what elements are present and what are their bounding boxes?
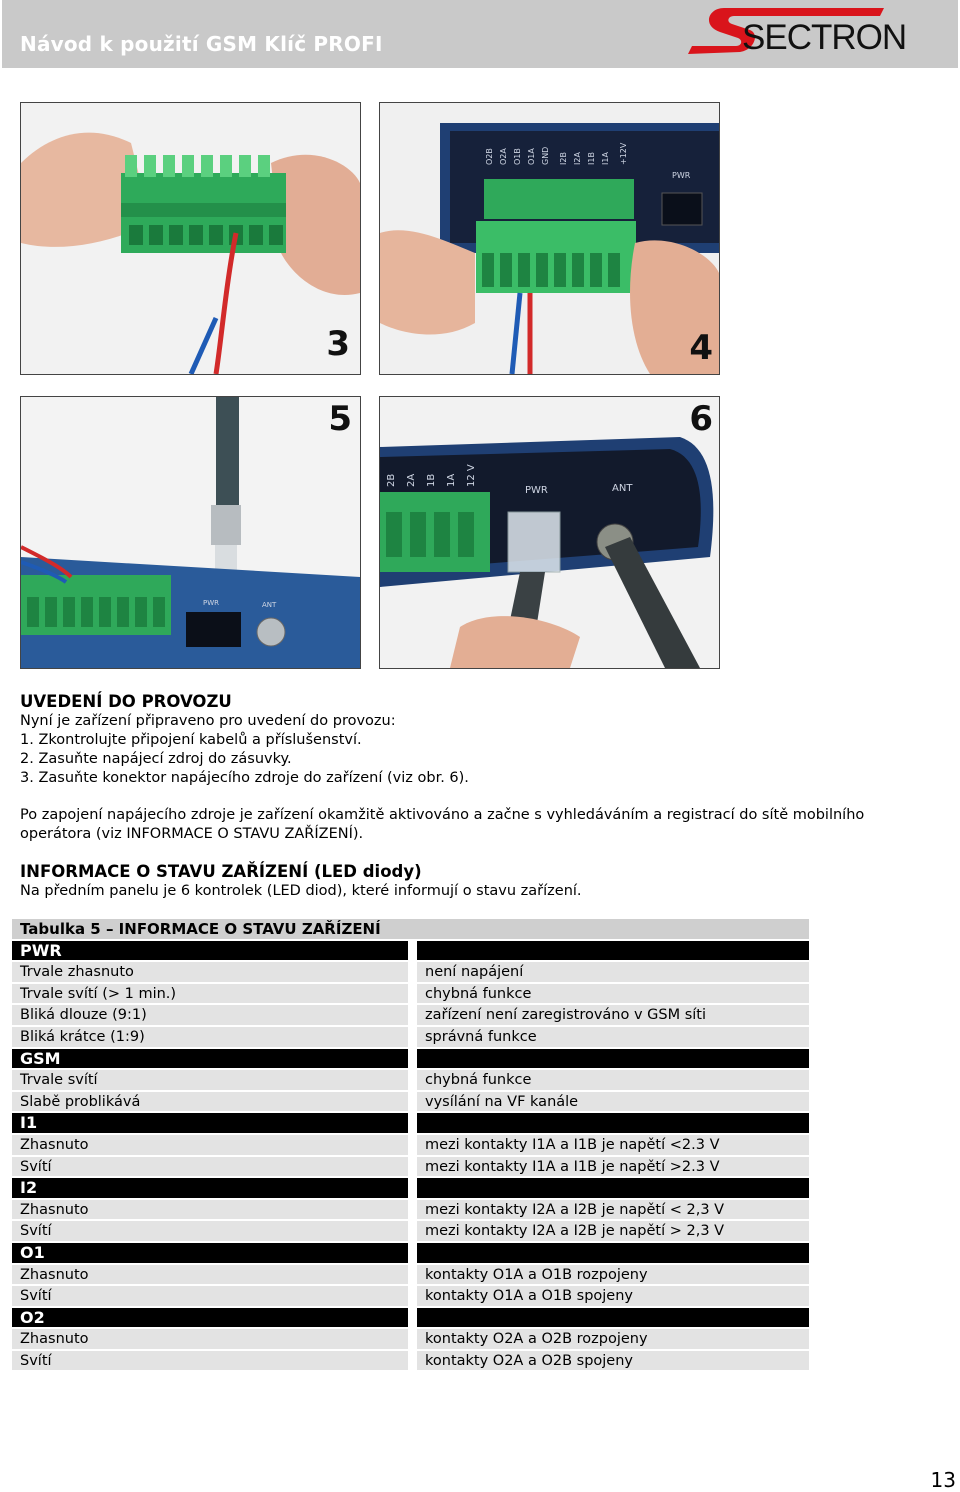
table-row — [12, 1156, 809, 1178]
document-title: Návod k použití GSM Klíč PROFI — [20, 32, 383, 56]
terminal-label: +12V — [619, 142, 628, 165]
table-row — [12, 1285, 809, 1307]
meaning-cell: zařízení není zaregistrováno v GSM síti — [417, 1005, 809, 1025]
meaning-cell — [417, 1178, 809, 1198]
pwr-label: PWR — [203, 599, 220, 607]
photo-number: 5 — [328, 399, 352, 439]
logo-text: SECTRON — [742, 18, 907, 57]
meaning-cell: kontakty O1A a O1B spojeny — [417, 1286, 809, 1306]
terminal-label: 12 V — [466, 464, 477, 487]
terminal-label: O2A — [499, 148, 508, 165]
table-row — [12, 1069, 809, 1091]
meaning-cell: kontakty O1A a O1B rozpojeny — [417, 1265, 809, 1285]
terminal-label: O1B — [513, 148, 522, 165]
table-row — [12, 983, 809, 1005]
meaning-cell — [417, 1308, 809, 1328]
led-state-cell: Zhasnuto — [12, 1329, 408, 1349]
table-row — [12, 1264, 809, 1286]
text-line: 2. Zasuňte napájecí zdroj do zásuvky. — [20, 751, 292, 767]
text-line: Na předním panelu je 6 kontrolek (LED diod), které informují o stavu zařízení. — [20, 883, 582, 899]
photo-number: 4 — [689, 328, 713, 368]
table-row — [12, 1328, 809, 1350]
text-line: 3. Zasuňte konektor napájecího zdroje do zařízení (viz obr. 6). — [20, 770, 469, 786]
led-state-cell: Zhasnuto — [12, 1135, 408, 1155]
status-table — [12, 918, 809, 1371]
table-section-row — [12, 1307, 809, 1329]
led-state-cell: Trvale svítí — [12, 1070, 408, 1090]
photo-connector-wires — [20, 102, 361, 375]
meaning-cell: chybná funkce — [417, 984, 809, 1004]
led-state-cell: Trvale zhasnuto — [12, 962, 408, 982]
table-section-row — [12, 1048, 809, 1070]
led-name-cell: I2 — [12, 1178, 408, 1198]
terminal-label: 2A — [406, 473, 417, 487]
meaning-cell: mezi kontakty I1A a I1B je napětí >2.3 V — [417, 1157, 809, 1177]
meaning-cell: chybná funkce — [417, 1070, 809, 1090]
meaning-cell: mezi kontakty I2A a I2B je napětí < 2,3 V — [417, 1200, 809, 1220]
table-row — [12, 1199, 809, 1221]
section-informace — [20, 862, 582, 901]
led-state-cell: Bliká dlouze (9:1) — [12, 1005, 408, 1025]
led-name-cell: I1 — [12, 1113, 408, 1133]
led-name-cell: GSM — [12, 1049, 408, 1069]
photo-number: 3 — [326, 324, 350, 364]
table-section-row — [12, 1112, 809, 1134]
terminal-label: 2B — [386, 473, 397, 487]
table-row — [12, 1091, 809, 1113]
terminal-label: I1B — [587, 152, 596, 165]
terminal-label: 1B — [426, 473, 437, 487]
terminal-label: I2A — [573, 152, 582, 165]
meaning-cell — [417, 1113, 809, 1133]
page-header — [2, 0, 958, 68]
meaning-cell: správná funkce — [417, 1027, 809, 1047]
meaning-cell: mezi kontakty I1A a I1B je napětí <2.3 V — [417, 1135, 809, 1155]
table-row — [12, 1004, 809, 1026]
meaning-cell: kontakty O2A a O2B rozpojeny — [417, 1329, 809, 1349]
led-state-cell: Zhasnuto — [12, 1200, 408, 1220]
led-state-cell: Svítí — [12, 1221, 408, 1241]
text-line: Po zapojení napájecího zdroje je zařízení okamžitě aktivováno a začne s vyhledáváním a registrací do sítě mobilního — [20, 807, 865, 823]
led-state-cell: Svítí — [12, 1351, 408, 1371]
led-name-cell: O1 — [12, 1243, 408, 1263]
meaning-cell — [417, 1049, 809, 1069]
terminal-label: 1A — [446, 473, 457, 487]
table-row — [12, 1220, 809, 1242]
table-section-row — [12, 940, 809, 962]
table-row — [12, 961, 809, 983]
meaning-cell — [417, 1243, 809, 1263]
table-section-row — [12, 1177, 809, 1199]
led-state-cell: Svítí — [12, 1157, 408, 1177]
photo-connector-device — [379, 102, 720, 375]
meaning-cell: vysílání na VF kanále — [417, 1092, 809, 1112]
text-line: Nyní je zařízení připraveno pro uvedení do provozu: — [20, 713, 396, 729]
meaning-cell: kontakty O2A a O2B spojeny — [417, 1351, 809, 1371]
terminal-label: O1A — [527, 148, 536, 165]
led-state-cell: Trvale svítí (> 1 min.) — [12, 984, 408, 1004]
terminal-label: I2B — [559, 152, 568, 165]
led-name-cell: PWR — [12, 941, 408, 961]
meaning-cell: mezi kontakty I2A a I2B je napětí > 2,3 V — [417, 1221, 809, 1241]
table-row — [12, 1350, 809, 1372]
table-section-row — [12, 1242, 809, 1264]
section-heading: UVEDENÍ DO PROVOZU — [20, 692, 232, 711]
table-row — [12, 1026, 809, 1048]
meaning-cell — [417, 941, 809, 961]
sectron-logo — [688, 6, 907, 57]
table-row — [12, 1134, 809, 1156]
ant-label: ANT — [612, 483, 633, 494]
text-line: operátora (viz INFORMACE O STAVU ZAŘÍZENÍ). — [20, 826, 364, 842]
photo-number: 6 — [689, 399, 713, 439]
led-state-cell: Slabě problikává — [12, 1092, 408, 1112]
terminal-label: O2B — [485, 148, 494, 165]
pwr-label: PWR — [672, 171, 691, 180]
led-state-cell: Bliká krátce (1:9) — [12, 1027, 408, 1047]
section-uvedeni — [20, 692, 864, 844]
terminal-label: GND — [541, 146, 550, 165]
table-caption: Tabulka 5 – INFORMACE O STAVU ZAŘÍZENÍ — [12, 919, 809, 939]
table-caption-row — [12, 918, 809, 940]
led-state-cell: Zhasnuto — [12, 1265, 408, 1285]
photo-power-antenna — [379, 396, 720, 669]
section-heading: INFORMACE O STAVU ZAŘÍZENÍ (LED diody) — [20, 862, 422, 881]
pwr-label: PWR — [525, 485, 548, 496]
meaning-cell: není napájení — [417, 962, 809, 982]
led-name-cell: O2 — [12, 1308, 408, 1328]
ant-label: ANT — [262, 601, 277, 609]
page-number: 13 — [930, 1468, 956, 1492]
terminal-label: I1A — [601, 152, 610, 165]
text-line: 1. Zkontrolujte připojení kabelů a příslušenství. — [20, 732, 362, 748]
photo-antenna-connection — [20, 396, 361, 669]
led-state-cell: Svítí — [12, 1286, 408, 1306]
